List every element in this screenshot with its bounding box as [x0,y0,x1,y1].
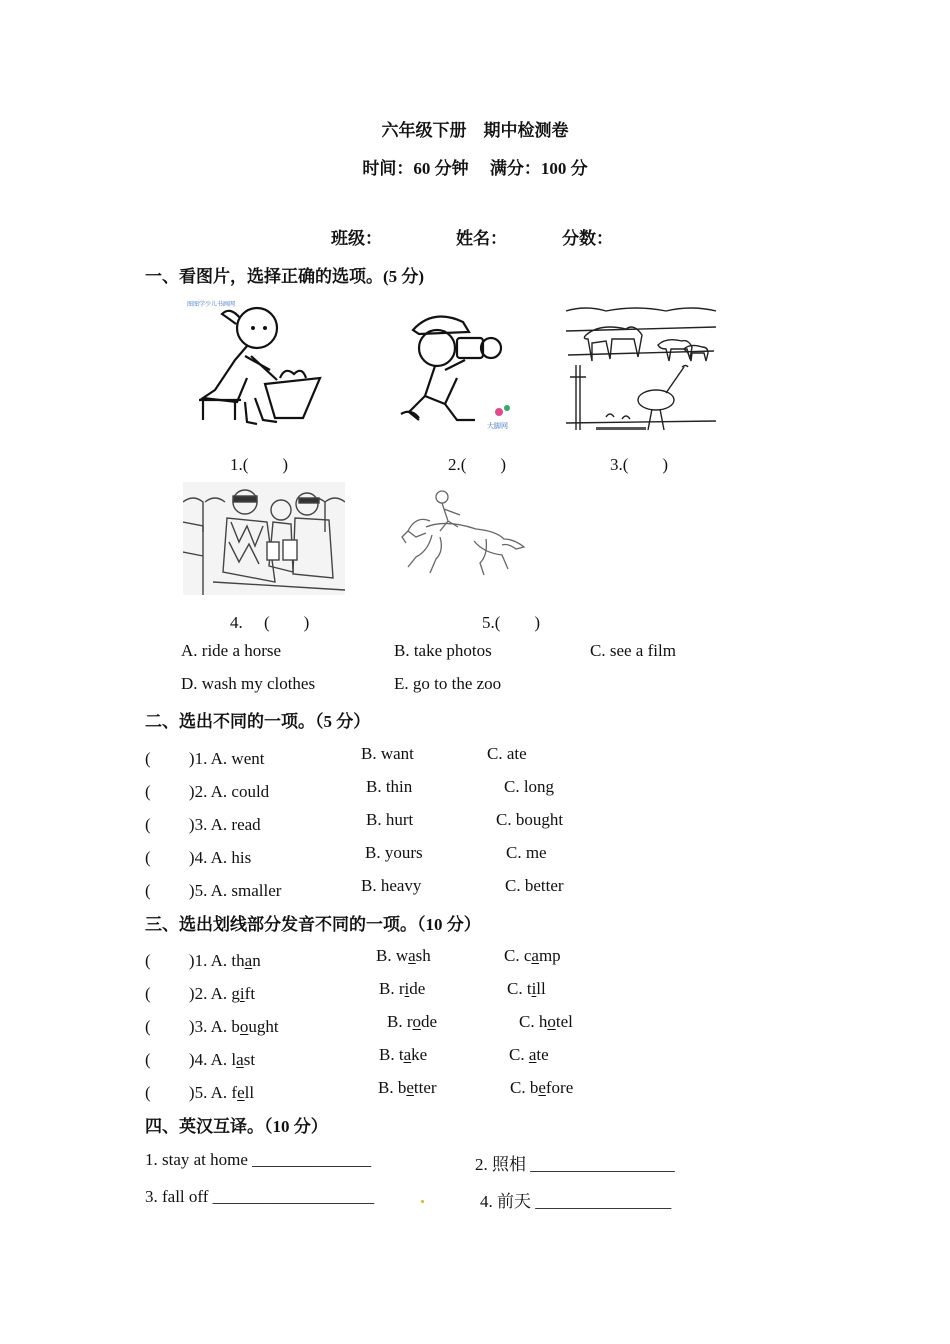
s3-q1-c: C. camp [504,946,561,965]
s3-q1-a[interactable]: ( )1. A. than [145,951,261,970]
name-label: 姓名： [456,229,507,248]
s3-q4-b: B. take [379,1045,428,1064]
s3-q2-b: B. ride [379,979,426,998]
page-subtitle: 时间：60 分钟 满分：100 分 [362,159,588,178]
s2-q5-c: C. better [505,876,564,895]
s3-q5-c: C. before [510,1078,574,1097]
translate-item-3[interactable]: 3. fall off ___________________ [145,1187,375,1206]
s3-q3-a[interactable]: ( )3. A. bought [145,1017,279,1036]
blank-4[interactable]: 4. ( ) [230,613,310,632]
blank-5[interactable]: 5.( ) [482,613,541,632]
section3-heading: 三、选出划线部分发音不同的一项。（10 分） [145,915,481,934]
s2-q1-a[interactable]: ( )1. A. went [145,749,265,768]
s2-q4-c: C. me [506,843,547,862]
watermark-text: 大脚网 [487,422,508,430]
s2-q2-c: C. long [504,777,555,796]
s3-q3-b: B. rode [387,1012,438,1031]
s2-q4-b: B. yours [365,843,423,862]
s3-q2-c: C. till [507,979,546,998]
s2-q2-b: B. thin [366,777,413,796]
section2-heading: 二、选出不同的一项。（5 分） [145,712,371,731]
s3-q3-c: C. hotel [519,1012,573,1031]
blank-1[interactable]: 1.( ) [230,455,289,474]
section1-heading: 一、看图片，选择正确的选项。(5 分) [145,267,425,286]
page-title: 六年级下册 期中检测卷 [381,121,569,140]
s3-q2-a[interactable]: ( )2. A. gift [145,984,256,1003]
section4-heading: 四、英汉互译。（10 分） [145,1117,328,1136]
blank-3[interactable]: 3.( ) [610,455,669,474]
blank-2[interactable]: 2.( ) [448,455,507,474]
horse-riding-image [400,487,528,585]
s3-q5-a[interactable]: ( )5. A. fell [145,1083,255,1102]
option-d: D. wash my clothes [181,674,316,693]
s2-q3-a[interactable]: ( )3. A. read [145,815,261,834]
translate-item-2[interactable]: 2. 照相 _________________ [475,1155,675,1174]
s2-q5-b: B. heavy [361,876,422,895]
s2-q1-b: B. want [361,744,414,763]
s2-q3-c: C. bought [496,810,564,829]
s3-q4-c: C. ate [509,1045,549,1064]
cinema-image [183,482,345,595]
option-b: B. take photos [394,641,492,660]
score-label: 分数： [562,229,613,248]
s3-q4-a[interactable]: ( )4. A. last [145,1050,256,1069]
s2-q5-a[interactable]: ( )5. A. smaller [145,881,282,900]
zoo-image [566,305,716,435]
class-label: 班级： [331,229,382,248]
option-e: E. go to the zoo [394,674,502,693]
s3-q5-b: B. better [378,1078,437,1097]
option-c: C. see a film [590,641,676,660]
s2-q2-a[interactable]: ( )2. A. could [145,782,270,801]
stray-dot [421,1200,424,1203]
translate-item-1[interactable]: 1. stay at home ______________ [145,1150,372,1169]
watermark-text: 图图学少儿书画网 [187,301,236,308]
s2-q3-b: B. hurt [366,810,414,829]
taking-photos-image [395,308,525,433]
s3-q1-b: B. wash [376,946,431,965]
s2-q4-a[interactable]: ( )4. A. his [145,848,252,867]
washing-clothes-image [185,298,325,433]
translate-item-4[interactable]: 4. 前天 ________________ [480,1192,672,1211]
option-a: A. ride a horse [181,641,282,660]
s2-q1-c: C. ate [487,744,527,763]
